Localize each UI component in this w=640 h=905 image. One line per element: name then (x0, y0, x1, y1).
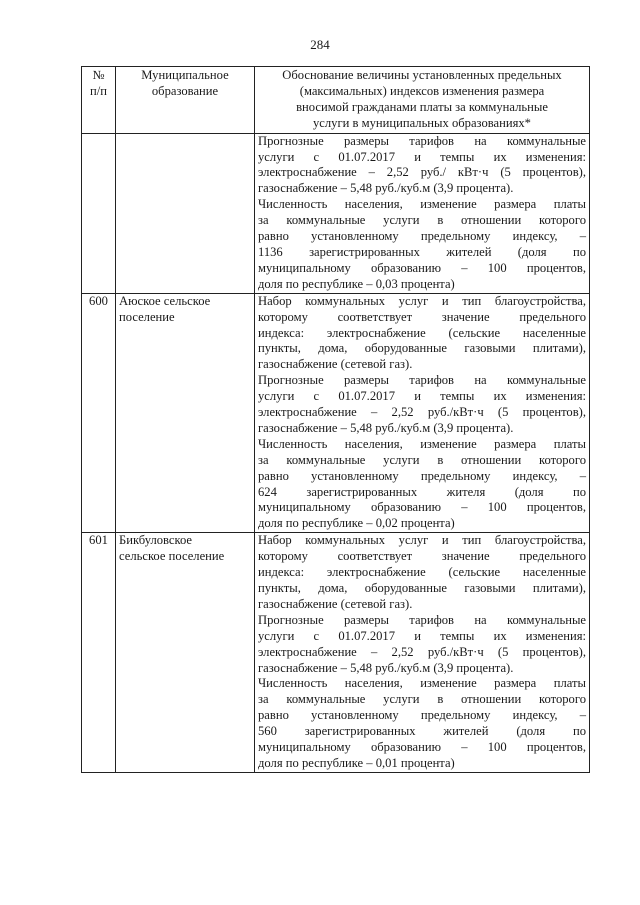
justification-line: услуги с 01.07.2017 и темпы их изменения: (258, 149, 586, 164)
municipality-name-line: Бикбуловское (119, 533, 193, 548)
municipality-name-line: сельское поселение (119, 549, 225, 564)
justification-line: электроснабжение – 2,52 руб./ кВт·ч (5 процентов), (258, 165, 586, 180)
justification-line: электроснабжение – 2,52 руб./кВт·ч (5 процентов), (258, 405, 586, 420)
justification-line: 1136 зарегистрированных жителей (доля по (258, 244, 586, 259)
table-row (82, 133, 590, 293)
municipality-name-line: поселение (119, 309, 175, 324)
municipality-name-line: Аюское сельское (119, 293, 211, 308)
justification-line: 560 зарегистрированных жителей (доля по (258, 724, 586, 739)
justification-line: газоснабжение – 5,48 руб./куб.м (3,9 процента). (258, 181, 514, 196)
justification-line: за коммунальные услуги в отношении которого (258, 452, 586, 467)
justification-line: пункты, дома, оборудованные газовыми плитами), (258, 341, 586, 356)
justification-paragraph (258, 533, 586, 613)
justification-line: за коммунальные услуги в отношении которого (258, 692, 586, 707)
table-body (82, 133, 590, 772)
table-header-row (82, 67, 590, 134)
justification-line: муниципальному образованию – 100 процентов, (258, 260, 586, 275)
justification-line: Прогнозные размеры тарифов на коммунальные (258, 373, 586, 388)
justification-line: Численность населения, изменение размера платы (258, 197, 586, 212)
justification-line: индекса: электроснабжение (сельские населенные (258, 565, 586, 580)
justification-line: услуги с 01.07.2017 и темпы их изменения: (258, 628, 586, 643)
header-justification-line: Обоснование величины установленных предельных (282, 68, 562, 82)
header-municipality-line: Муниципальное (141, 68, 229, 82)
justification-line: услуги с 01.07.2017 и темпы их изменения: (258, 389, 586, 404)
justification-line: газоснабжение (сетевой газ). (258, 357, 413, 372)
justification-line: доля по республике – 0,03 процента) (258, 276, 455, 291)
justification-line: газоснабжение – 5,48 руб./куб.м (3,9 процента). (258, 420, 514, 435)
municipal-index-table (81, 66, 590, 773)
justification-line: равно установленному предельному индексу, – (258, 229, 586, 244)
justification-paragraph (258, 294, 586, 374)
justification-line: Численность населения, изменение размера платы (258, 676, 586, 691)
justification-paragraph (258, 437, 586, 532)
header-municipality (116, 67, 255, 134)
row-number: 600 (82, 293, 116, 533)
header-justification-line: услуги в муниципальных образованиях* (313, 115, 531, 130)
table-row (82, 293, 590, 533)
justification-line: 624 зарегистрированных жителя (доля по (258, 484, 586, 499)
justification-line: электроснабжение – 2,52 руб./кВт·ч (5 процентов), (258, 644, 586, 659)
justification-line: доля по республике – 0,02 процента) (258, 516, 455, 531)
header-num-line: п/п (90, 83, 107, 98)
justification-line: газоснабжение – 5,48 руб./куб.м (3,9 процента). (258, 660, 514, 675)
justification-paragraph (258, 197, 586, 292)
page-number: 284 (310, 37, 330, 52)
header-justification-line: вносимой гражданами платы за коммунальные (296, 99, 548, 114)
justification-line: Набор коммунальных услуг и тип благоустройства, (258, 293, 586, 308)
justification-line: доля по республике – 0,01 процента) (258, 755, 455, 770)
header-justification (255, 67, 590, 134)
header-municipality-line: образование (151, 83, 219, 98)
justification-line: муниципальному образованию – 100 процентов, (258, 500, 586, 515)
justification-line: за коммунальные услуги в отношении которого (258, 213, 586, 228)
header-justification-line: (максимальных) индексов изменения размера (299, 83, 545, 98)
justification-paragraph (258, 613, 586, 677)
justification-cell (255, 293, 590, 533)
justification-line: Прогнозные размеры тарифов на коммунальные (258, 612, 586, 627)
justification-line: которому соответствует значение предельного (258, 309, 586, 324)
justification-line: газоснабжение (сетевой газ). (258, 596, 413, 611)
justification-line: муниципальному образованию – 100 процентов, (258, 740, 586, 755)
justification-line: индекса: электроснабжение (сельские населенные (258, 325, 586, 340)
justification-cell (255, 533, 590, 773)
justification-paragraph (258, 373, 586, 437)
header-num-line: № (92, 68, 105, 82)
municipality-name (116, 133, 255, 293)
header-num (82, 67, 116, 134)
justification-line: Набор коммунальных услуг и тип благоустройства, (258, 533, 586, 548)
row-number (82, 133, 116, 293)
justification-line: Численность населения, изменение размера платы (258, 436, 586, 451)
justification-paragraph (258, 134, 586, 198)
justification-line: равно установленному предельному индексу, – (258, 468, 586, 483)
justification-line: Прогнозные размеры тарифов на коммунальные (258, 133, 586, 148)
justification-paragraph (258, 676, 586, 771)
municipality-name (116, 293, 255, 533)
row-number: 601 (82, 533, 116, 773)
table-row (82, 533, 590, 773)
municipality-name (116, 533, 255, 773)
justification-line: которому соответствует значение предельного (258, 549, 586, 564)
justification-line: равно установленному предельному индексу, – (258, 708, 586, 723)
justification-line: пункты, дома, оборудованные газовыми плитами), (258, 581, 586, 595)
justification-cell (255, 133, 590, 293)
